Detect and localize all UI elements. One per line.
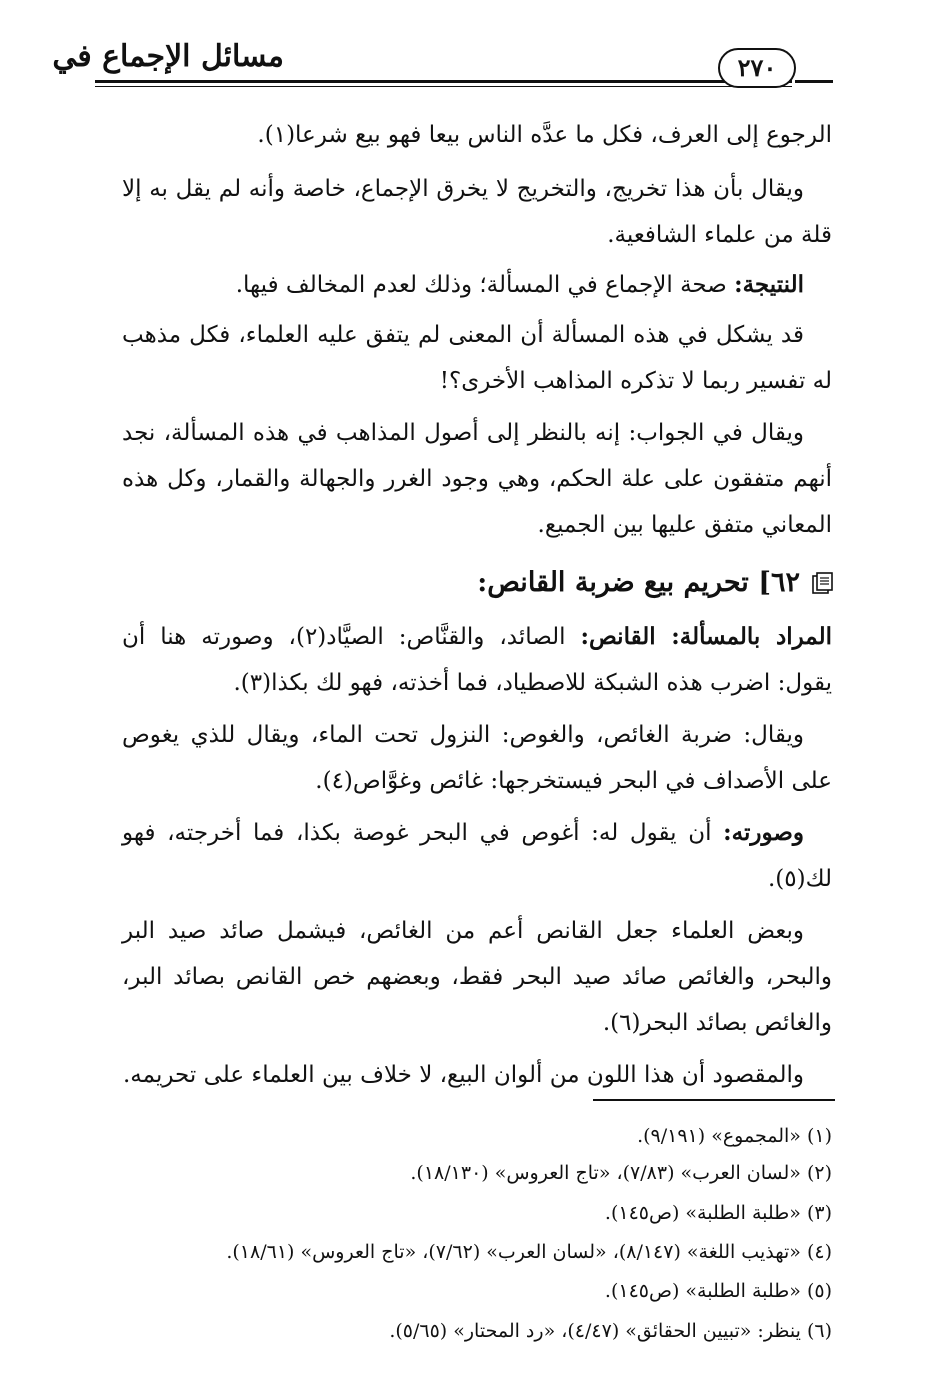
footnote-rule — [593, 1099, 835, 1101]
section-paragraph-4: وبعض العلماء جعل القانص أعم من الغائص، فيشمل صائد صيد البر والبحر، والغائص صائد صيد البحر فقط، وبعضهم خص القانص بصائد البر، والغائص بصائد البحر(٦). — [122, 918, 832, 1036]
header-rule-stub — [795, 80, 833, 83]
paragraph-5: ويقال في الجواب: إنه بالنظر إلى أصول المذاهب في هذه المسألة، نجد أنهم متفقون على علة الحكم، وهي وجود الغرر والجهالة والقمار، وكل هذه المعاني متفق عليها بين الجميع. — [122, 420, 832, 538]
definition-text: الصائد، والقنَّاص: الصيَّاد(٢)، وصورته هنا أن يقول: اضرب هذه الشبكة للاصطياد، فما أخذته، فهو لك بكذا(٣). — [122, 624, 832, 696]
section-paragraph-5: والمقصود أن هذا اللون من ألوان البيع، لا خلاف بين العلماء على تحريمه. — [123, 1062, 804, 1088]
section-paragraph-2: ويقال: ضربة الغائص، والغوص: النزول تحت الماء، ويقال للذي يغوص على الأصداف في البحر فيستخرجها: غائص وغوَّاص(٤). — [122, 722, 832, 794]
header-rule-thin — [95, 86, 792, 87]
result-label: النتيجة: — [734, 271, 804, 298]
section-heading — [380, 560, 834, 606]
definition-label: المراد بالمسألة: القانص: — [580, 623, 832, 650]
paragraph-4: قد يشكل في هذه المسألة أن المعنى لم يتفق عليه العلماء، فكل مذهب له تفسير ربما لا تذكره المذاهب الأخرى؟! — [122, 322, 832, 394]
paragraph-3 — [122, 262, 832, 308]
form-label: وصورته: — [723, 819, 804, 846]
form-text: أن يقول له: أغوص في البحر غوصة بكذا، فما أخرجته، فهو لك(٥). — [122, 820, 832, 892]
footnote-1: (١) «المجموع» (٩/١٩١). — [637, 1125, 832, 1147]
result-text: صحة الإجماع في المسألة؛ وذلك لعدم المخالف فيها. — [235, 272, 735, 298]
header-rule — [95, 80, 792, 83]
section-paragraph-1 — [122, 614, 832, 706]
footnote-6: (٦) ينظر: «تبيين الحقائق» (٤/٤٧)، «رد المحتار» (٥/٦٥). — [389, 1320, 832, 1342]
footnote-5: (٥) «طلبة الطلبة» (ص١٤٥). — [604, 1280, 832, 1302]
paragraph-2: ويقال بأن هذا تخريج، والتخريج لا يخرق الإجماع، خاصة وأنه لم يقل به إلا قلة من علماء الشافعية. — [122, 176, 832, 248]
running-header-title: مسائل الإجماع في — [52, 39, 284, 74]
footnote-2: (٢) «لسان العرب» (٧/٨٣)، «تاج العروس» (١٨/١٣٠). — [410, 1162, 832, 1184]
book-icon — [812, 572, 834, 594]
footnote-3: (٣) «طلبة الطلبة» (ص١٤٥). — [604, 1202, 832, 1224]
paragraph-1: الرجوع إلى العرف، فكل ما عدَّه الناس بيعا فهو بيع شرعا(١). — [257, 122, 832, 148]
page-number: ٢٧٠ — [718, 48, 796, 88]
footnote-4: (٤) «تهذيب اللغة» (٨/١٤٧)، «لسان العرب» (٧/٦٢)، «تاج العروس» (١٨/٦١). — [226, 1241, 832, 1263]
section-paragraph-3 — [122, 810, 832, 902]
section-title: ٦٢] تحريم بيع ضربة القانص: — [477, 567, 800, 598]
